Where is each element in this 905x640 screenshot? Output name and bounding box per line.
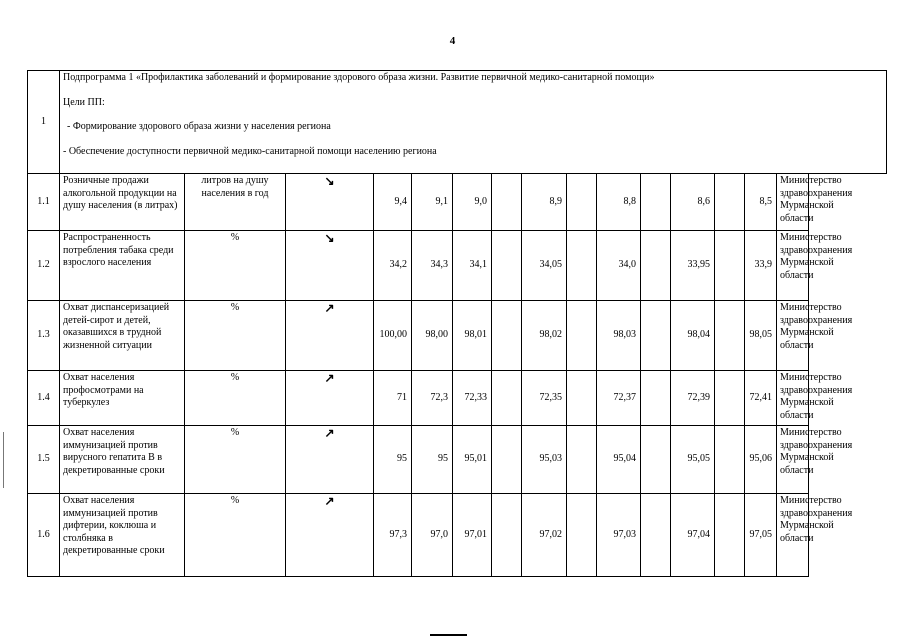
responsible-org: Министерство здравоохранения Мурманской области	[777, 426, 809, 494]
unit: литров на душу населения в год	[185, 174, 286, 231]
value-cell: 8,8	[597, 174, 641, 231]
unit: %	[185, 371, 286, 426]
empty-cell	[641, 231, 671, 301]
value-cell: 98,00	[412, 301, 453, 371]
value-cell: 72,3	[412, 371, 453, 426]
value-cell: 72,41	[745, 371, 777, 426]
indicator-name: Распространенность потребления табака среди взрослого населения	[60, 231, 185, 301]
value-cell: 34,2	[374, 231, 412, 301]
indicator-row	[28, 231, 887, 301]
value-cell: 8,5	[745, 174, 777, 231]
goal-item: - Обеспечение доступности первичной медико-санитарной помощи населению региона	[63, 145, 437, 157]
row-number: 1.6	[28, 494, 60, 577]
value-cell: 33,95	[671, 231, 715, 301]
value-cell: 72,35	[522, 371, 567, 426]
page-number: 4	[449, 35, 456, 47]
value-cell: 98,01	[453, 301, 492, 371]
empty-cell	[715, 174, 745, 231]
empty-cell	[715, 426, 745, 494]
edge-mark	[3, 432, 4, 488]
goal-item: - Формирование здорового образа жизни у населения региона	[67, 121, 331, 132]
arrow-up-right-icon: ↗	[286, 426, 374, 494]
value-cell: 9,4	[374, 174, 412, 231]
value-cell: 97,3	[374, 494, 412, 577]
indicator-row	[28, 371, 887, 426]
indicator-name: Охват диспансеризацией детей-сирот и детей, оказавшихся в трудной жизненной ситуации	[60, 301, 185, 371]
bottom-mark	[430, 634, 467, 636]
unit: %	[185, 301, 286, 371]
value-cell: 34,3	[412, 231, 453, 301]
arrow-down-right-icon: ↘	[286, 231, 374, 301]
value-cell: 98,02	[522, 301, 567, 371]
responsible-org: Министерство здравоохранения Мурманской области	[777, 301, 809, 371]
indicator-row	[28, 426, 887, 494]
value-cell: 33,9	[745, 231, 777, 301]
subprogram-header-row	[28, 71, 887, 174]
responsible-org: Министерство здравоохранения Мурманской области	[777, 174, 809, 231]
arrow-down-right-icon: ↘	[286, 174, 374, 231]
indicator-name: Охват населения иммунизацией против дифтерии, коклюша и столбняка в декретированные сроки	[60, 494, 185, 577]
empty-cell	[641, 371, 671, 426]
empty-cell	[715, 231, 745, 301]
indicator-row	[28, 174, 887, 231]
value-cell: 98,05	[745, 301, 777, 371]
responsible-org: Министерство здравоохранения Мурманской области	[777, 231, 809, 301]
value-cell: 95	[412, 426, 453, 494]
arrow-up-right-icon: ↗	[286, 301, 374, 371]
empty-cell	[492, 231, 522, 301]
empty-cell	[567, 301, 597, 371]
value-cell: 34,1	[453, 231, 492, 301]
value-cell: 95	[374, 426, 412, 494]
value-cell: 97,01	[453, 494, 492, 577]
empty-cell	[567, 371, 597, 426]
empty-cell	[492, 301, 522, 371]
indicator-row	[28, 301, 887, 371]
unit: %	[185, 231, 286, 301]
goals-title: Цели ПП:	[63, 96, 105, 108]
empty-cell	[567, 174, 597, 231]
empty-cell	[492, 426, 522, 494]
value-cell: 34,05	[522, 231, 567, 301]
subprogram-header	[60, 71, 887, 174]
value-cell: 72,37	[597, 371, 641, 426]
value-cell: 72,39	[671, 371, 715, 426]
value-cell: 34,0	[597, 231, 641, 301]
arrow-up-right-icon: ↗	[286, 494, 374, 577]
empty-cell	[641, 174, 671, 231]
value-cell: 9,1	[412, 174, 453, 231]
responsible-org: Министерство здравоохранения Мурманской области	[777, 371, 809, 426]
header-row-number: 1	[28, 71, 60, 174]
indicator-row	[28, 494, 887, 577]
value-cell: 97,04	[671, 494, 715, 577]
row-number: 1.5	[28, 426, 60, 494]
unit: %	[185, 426, 286, 494]
arrow-up-right-icon: ↗	[286, 371, 374, 426]
value-cell: 95,06	[745, 426, 777, 494]
value-cell: 97,03	[597, 494, 641, 577]
row-number: 1.3	[28, 301, 60, 371]
value-cell: 100,00	[374, 301, 412, 371]
value-cell: 8,9	[522, 174, 567, 231]
row-number: 1.1	[28, 174, 60, 231]
row-number: 1.4	[28, 371, 60, 426]
indicator-name: Охват населения иммунизацией против вирусного гепатита В в декретированные сроки	[60, 426, 185, 494]
subprogram-title: Подпрограмма 1 «Профилактика заболеваний и формирование здорового образа жизни. Развитие первичной медико-санитарной помощи»	[63, 72, 655, 83]
value-cell: 97,0	[412, 494, 453, 577]
value-cell: 98,04	[671, 301, 715, 371]
empty-cell	[492, 174, 522, 231]
unit: %	[185, 494, 286, 577]
value-cell: 8,6	[671, 174, 715, 231]
value-cell: 97,05	[745, 494, 777, 577]
empty-cell	[567, 494, 597, 577]
value-cell: 97,02	[522, 494, 567, 577]
empty-cell	[715, 494, 745, 577]
indicators-table	[27, 70, 887, 577]
value-cell: 9,0	[453, 174, 492, 231]
row-number: 1.2	[28, 231, 60, 301]
value-cell: 98,03	[597, 301, 641, 371]
empty-cell	[715, 371, 745, 426]
responsible-org: Министерство здравоохранения Мурманской области	[777, 494, 809, 577]
empty-cell	[641, 301, 671, 371]
empty-cell	[567, 426, 597, 494]
indicator-name: Розничные продажи алкогольной продукции на душу населения (в литрах)	[60, 174, 185, 231]
value-cell: 95,05	[671, 426, 715, 494]
empty-cell	[641, 426, 671, 494]
value-cell: 72,33	[453, 371, 492, 426]
value-cell: 95,04	[597, 426, 641, 494]
empty-cell	[641, 494, 671, 577]
value-cell: 95,03	[522, 426, 567, 494]
value-cell: 95,01	[453, 426, 492, 494]
empty-cell	[492, 371, 522, 426]
value-cell: 71	[374, 371, 412, 426]
empty-cell	[715, 301, 745, 371]
empty-cell	[492, 494, 522, 577]
indicator-name: Охват населения профосмотрами на туберкулез	[60, 371, 185, 426]
empty-cell	[567, 231, 597, 301]
